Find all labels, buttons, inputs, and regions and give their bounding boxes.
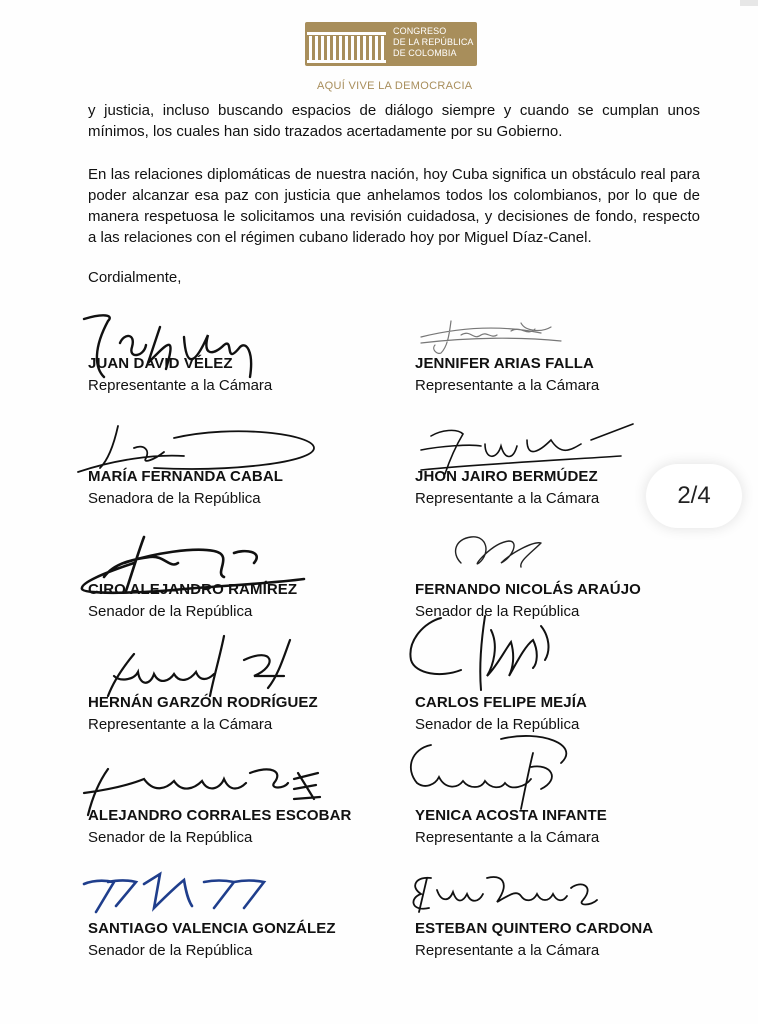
closing-salutation: Cordialmente, — [88, 269, 182, 286]
logo-line-1: CONGRESO — [393, 26, 447, 36]
signatory-role: Representante a la Cámara — [415, 942, 600, 959]
signatory-name: JUAN DAVID VÉLEZ — [88, 355, 233, 372]
signatory-name: ESTEBAN QUINTERO CARDONA — [415, 920, 654, 937]
signatory-name: YENICA ACOSTA INFANTE — [415, 807, 607, 824]
capitol-building-icon — [305, 22, 389, 66]
page-indicator: 2/4 — [646, 464, 742, 528]
signatory-role: Representante a la Cámara — [415, 829, 600, 846]
logo-tagline: AQUÍ VIVE LA DEMOCRACIA — [317, 80, 473, 92]
signatory-role: Senador de la República — [88, 942, 253, 959]
signatory-name: JHON JAIRO BERMÚDEZ — [415, 468, 598, 485]
signatory-role: Senadora de la República — [88, 490, 261, 507]
signatory-name: FERNANDO NICOLÁS ARAÚJO — [415, 581, 641, 598]
signatory-name: MARÍA FERNANDA CABAL — [88, 468, 284, 485]
signatory-role: Representante a la Cámara — [415, 377, 600, 394]
signatory-role: Senador de la República — [88, 603, 253, 620]
signatory-role: Representante a la Cámara — [415, 490, 600, 507]
signatory-role: Senador de la República — [88, 829, 253, 846]
body-paragraph-1: y justicia, incluso buscando espacios de diálogo siempre y cuando se cumplan unos mínimos, los cuales han sido trazados acertadamente por su Gobierno. — [88, 102, 700, 140]
signatory-name: ALEJANDRO CORRALES ESCOBAR — [88, 807, 352, 824]
signature-block — [88, 920, 388, 1030]
signatory-name: JENNIFER ARIAS FALLA — [415, 355, 594, 372]
signature-block — [415, 920, 715, 1030]
signatory-name: CARLOS FELIPE MEJÍA — [415, 694, 587, 711]
signatory-role: Representante a la Cámara — [88, 716, 273, 733]
logo-wordmark — [393, 26, 477, 59]
signatory-name: SANTIAGO VALENCIA GONZÁLEZ — [88, 920, 336, 937]
signatory-name: HERNÁN GARZÓN RODRÍGUEZ — [88, 694, 318, 711]
body-paragraph-2: En las relaciones diplomáticas de nuestra nación, hoy Cuba significa un obstáculo real para poder alcanzar esa paz con justicia que anhelamos todos los colombianos, por lo que de manera respetuosa le solicitamos una revisión cuidadosa, y decisiones de fondo, respecto a las relaciones con el régimen cubano liderado hoy por Miguel Díaz-Canel. — [88, 166, 700, 246]
scroll-indicator — [740, 0, 758, 6]
logo-line-2: DE LA REPÚBLICA — [393, 37, 474, 47]
signatory-name: CIRO ALEJANDRO RAMÍREZ — [88, 581, 298, 598]
logo-line-3: DE COLOMBIA — [393, 48, 457, 58]
signatory-role: Representante a la Cámara — [88, 377, 273, 394]
signatory-role: Senador de la República — [415, 603, 580, 620]
congress-logo — [305, 12, 485, 94]
signatory-role: Senador de la República — [415, 716, 580, 733]
